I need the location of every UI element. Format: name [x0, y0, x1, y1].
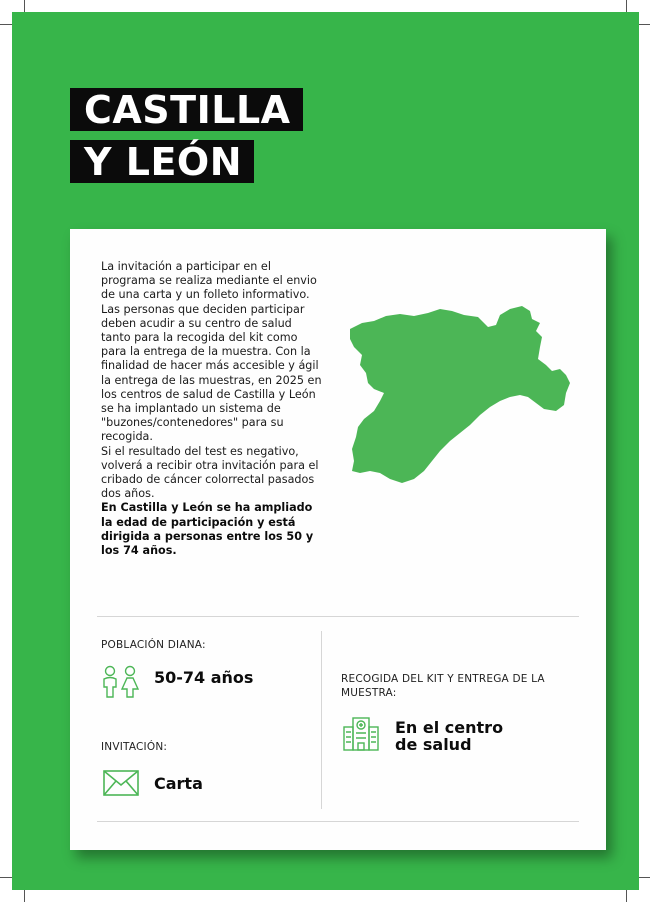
invitacion-label: INVITACIÓN:	[101, 741, 168, 753]
crop-mark	[626, 0, 627, 12]
crop-mark	[639, 24, 650, 25]
crop-mark	[0, 877, 12, 878]
divider-top	[97, 616, 579, 617]
crop-mark	[0, 24, 12, 25]
poblacion-label: POBLACIÓN DIANA:	[101, 639, 206, 651]
title-line-2	[70, 140, 254, 183]
title-text-1: CASTILLA	[84, 88, 291, 132]
title-text-2: Y LEÓN	[84, 140, 243, 184]
invitacion-value: Carta	[154, 774, 203, 793]
recogida-label: RECOGIDA DEL KIT Y ENTREGA DE LA MUESTRA:	[341, 673, 545, 699]
crop-mark	[639, 877, 650, 878]
crop-mark	[626, 890, 627, 902]
highlight-paragraph: En Castilla y León se ha ampliado la edad de participación y está dirigida a personas entre los 50 y los 74 años.	[101, 501, 314, 558]
crop-mark	[24, 890, 25, 902]
paragraph-1: La invitación a participar en el programa se realiza mediante el envio de una carta y un folleto informativo. Las personas que deciden participar deben acudir a su centro de salud tanto para la recogida del kit como para la entrega de la muestra. Con la finalidad de hacer más accesible y ágil la entrega de las muestras, en 2025 en los centros de salud de Castilla y León se ha implantado un sistema de "buzones/contenedores" para su recogida.	[101, 260, 322, 444]
paragraph-2: Si el resultado del test es negativo, volverá a recibir otra invitación para el cribado de cáncer colorrectal pasados dos años.	[101, 444, 319, 501]
info-card	[70, 229, 606, 850]
poblacion-value: 50-74 años	[154, 668, 254, 687]
people-icon	[101, 665, 141, 699]
envelope-icon	[103, 770, 139, 796]
divider-vertical	[321, 631, 322, 809]
region-map-icon	[340, 301, 570, 491]
divider-bottom	[97, 821, 579, 822]
recogida-value-line2: de salud	[395, 735, 472, 754]
crop-mark	[24, 0, 25, 12]
title-line-1	[70, 88, 303, 131]
description-text	[101, 260, 323, 558]
health-center-icon	[343, 717, 379, 751]
recogida-value-line1: En el centro	[395, 718, 504, 737]
